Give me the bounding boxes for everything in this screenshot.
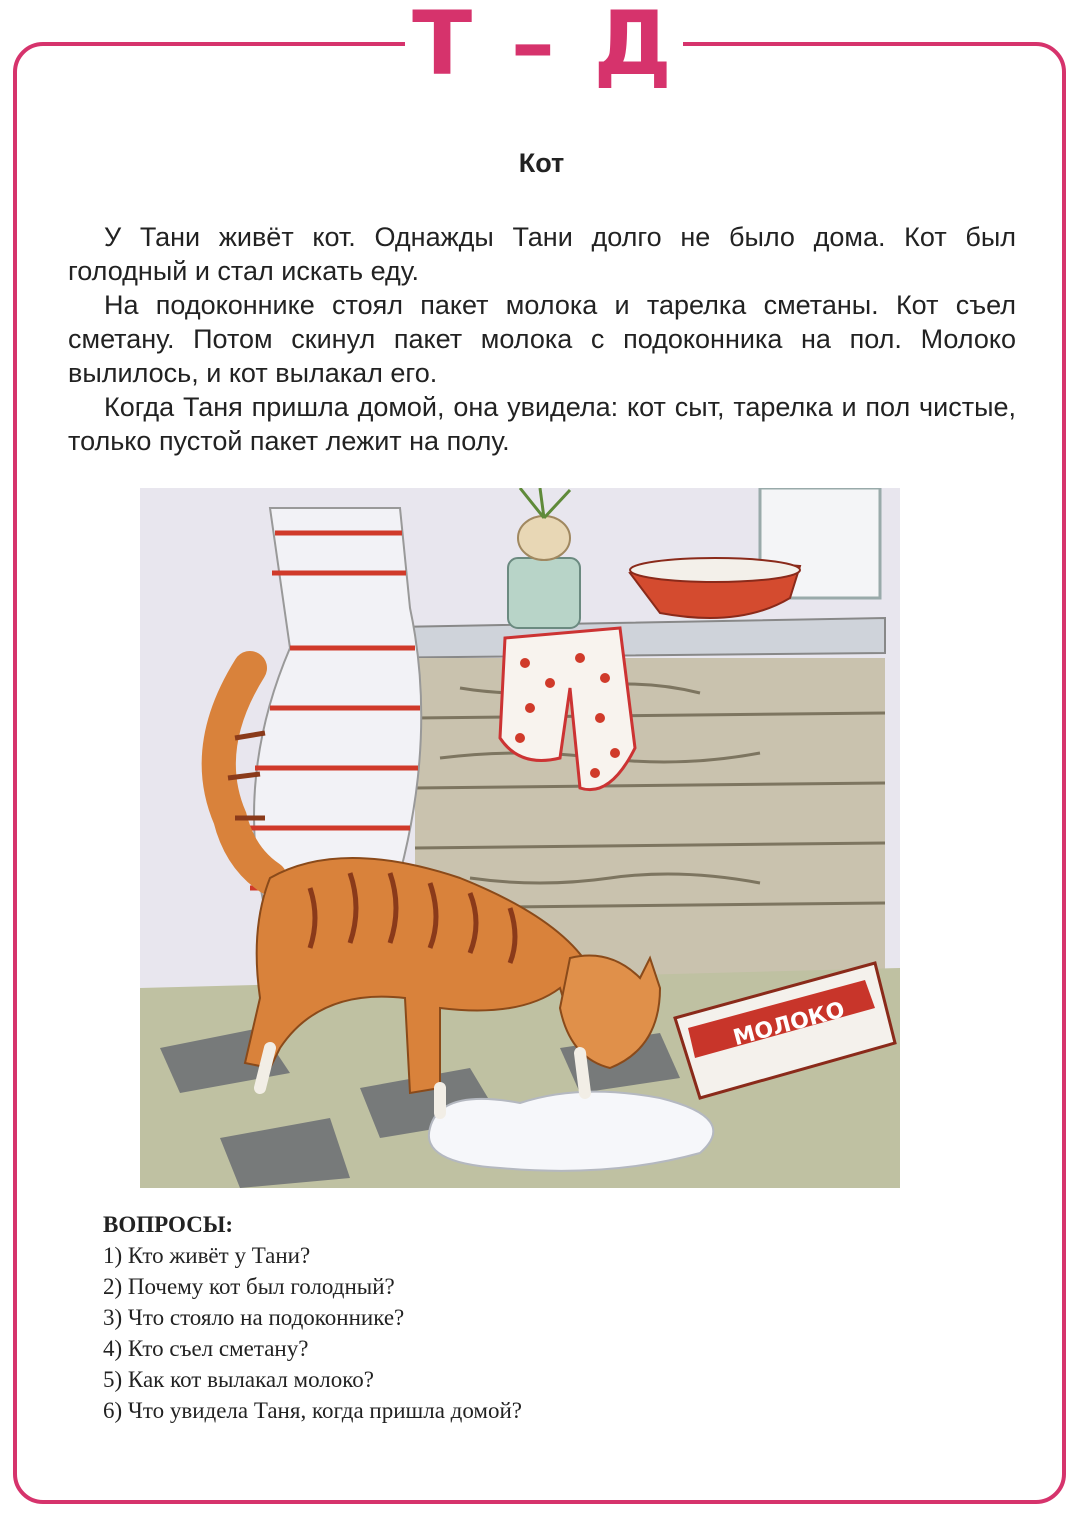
story-title: Кот xyxy=(518,148,565,178)
questions-section xyxy=(103,1209,803,1426)
milk-puddle xyxy=(429,1092,713,1171)
question-item: 2) Почему кот был голодный? xyxy=(103,1274,395,1299)
cat-drinking-milk-illustration xyxy=(140,488,900,1188)
questions-list xyxy=(103,1240,803,1426)
question-item: 4) Кто съел сметану? xyxy=(103,1336,309,1361)
question-item: 6) Что увидела Таня, когда пришла домой? xyxy=(103,1398,522,1423)
question-item: 5) Как кот вылакал молоко? xyxy=(103,1367,374,1392)
page-header-letters: Т – Д xyxy=(412,0,676,95)
story-paragraph: Когда Таня пришла домой, она увидела: кот сыт, тарелка и пол чистые, только пустой пакет лежит на полу. xyxy=(68,392,1016,456)
questions-heading: ВОПРОСЫ: xyxy=(103,1212,234,1237)
question-item: 1) Кто живёт у Тани? xyxy=(103,1243,311,1268)
story-text xyxy=(68,220,1016,458)
question-item: 3) Что стояло на подоконнике? xyxy=(103,1305,405,1330)
story-paragraph: На подоконнике стоял пакет молока и тарелка сметаны. Кот съел сметану. Потом скинул пакет молока с подоконника на пол. Молоко вылилось, и кот вылакал его. xyxy=(68,290,1016,388)
milk-carton-label: МОЛОКО xyxy=(730,997,848,1052)
story-paragraph: У Тани живёт кот. Однажды Тани долго не было дома. Кот был голодный и стал искать еду. xyxy=(68,222,1016,286)
